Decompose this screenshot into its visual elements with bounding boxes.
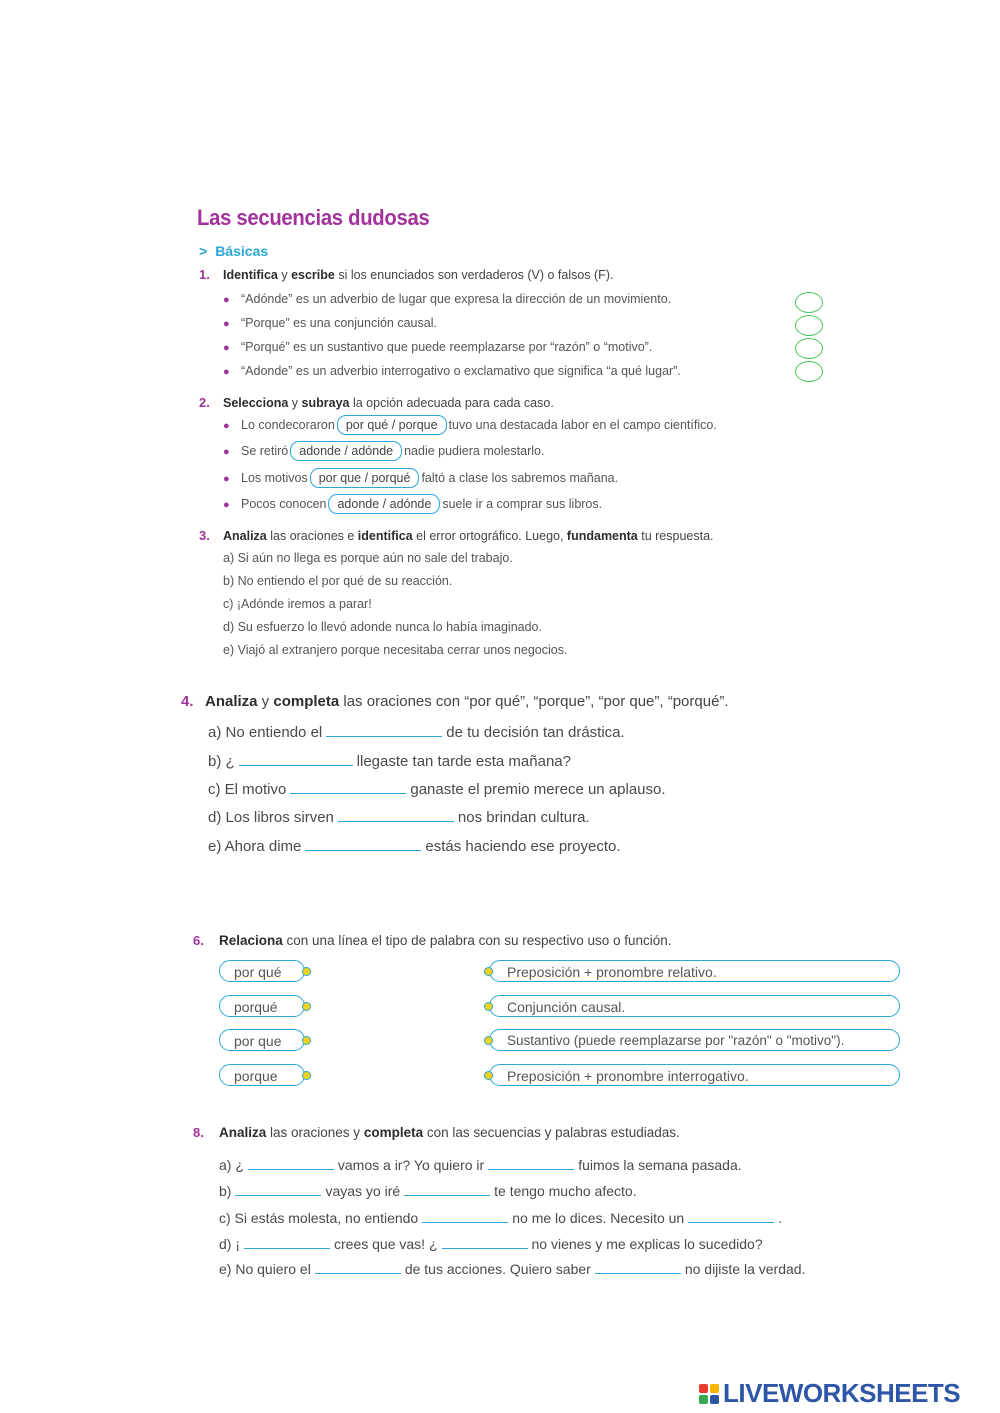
instruction-text: las oraciones con “por qué”, “porque”, “por que”, “porqué”.	[339, 693, 729, 710]
sentence-text: .	[778, 1210, 783, 1226]
question-4-instruction	[181, 693, 729, 710]
instruction-text: tu respuesta.	[637, 529, 714, 543]
sentence-text: ganaste el premio merece un aplauso.	[410, 781, 666, 798]
sentence-text: Pocos conocen	[241, 497, 327, 511]
answer-field[interactable]	[795, 338, 823, 359]
keyword: Selecciona	[223, 396, 289, 410]
sentence-text: de tu decisión tan drástica.	[446, 724, 625, 741]
keyword: fundamenta	[566, 529, 638, 543]
list-item: c) ¡Adónde iremos a parar!	[223, 597, 372, 611]
question-1-instruction	[199, 267, 613, 282]
instruction-text: el error ortográfico. Luego,	[412, 529, 567, 543]
list-item	[223, 441, 544, 461]
keyword: Analiza	[205, 693, 258, 710]
blank-field[interactable]	[290, 779, 406, 794]
bullet-icon: ●	[223, 446, 230, 458]
blank-field[interactable]	[248, 1155, 334, 1170]
match-left-item[interactable]	[219, 1029, 305, 1051]
connector-dot[interactable]	[484, 1071, 493, 1080]
sentence-text: de tus acciones. Quiero saber	[404, 1261, 591, 1277]
list-item	[208, 836, 621, 855]
keyword: Identifica	[223, 268, 278, 282]
option-choice[interactable]: adonde / adónde	[290, 441, 402, 461]
list-item: a) Si aún no llega es porque aún no sale del trabajo.	[223, 551, 513, 565]
sentence-text: Se retiró	[241, 444, 289, 458]
sentence-text: nos brindan cultura.	[457, 809, 590, 826]
question-number: 8.	[193, 1125, 204, 1140]
list-item	[223, 494, 602, 514]
match-label: Preposición + pronombre relativo.	[507, 964, 717, 980]
question-number: 4.	[181, 693, 194, 710]
connector-dot[interactable]	[484, 1002, 493, 1011]
sentence-text: Lo condecoraron	[241, 418, 335, 432]
match-label: Sustantivo (puede reemplazarse por "razón" o "motivo").	[507, 1033, 845, 1048]
instruction-text: la opción adecuada para cada caso.	[349, 396, 554, 410]
keyword: identifica	[357, 529, 413, 543]
option-choice[interactable]: adonde / adónde	[328, 494, 440, 514]
list-item	[223, 468, 618, 488]
bullet-icon: ●	[223, 499, 230, 511]
keyword: Analiza	[219, 1125, 267, 1140]
list-item	[219, 1208, 782, 1226]
liveworksheets-logo[interactable]	[699, 1378, 960, 1409]
sentence-text: c) El motivo	[208, 781, 287, 798]
statement-text: “Porque” es una conjunción causal.	[241, 316, 437, 330]
answer-field[interactable]	[795, 292, 823, 313]
instruction-text: las oraciones e	[266, 529, 358, 543]
instruction-text: y	[288, 396, 302, 410]
bullet-icon: ●	[223, 294, 230, 306]
list-item	[208, 807, 590, 826]
match-left-item[interactable]	[219, 1064, 305, 1086]
sentence-text: b) ¿	[208, 753, 235, 770]
blank-field[interactable]	[442, 1234, 528, 1249]
list-item	[223, 340, 652, 354]
list-item	[223, 415, 717, 435]
match-right-item[interactable]	[489, 1029, 900, 1051]
match-left-item[interactable]	[219, 960, 305, 982]
page-title: Las secuencias dudosas	[197, 205, 430, 230]
answer-field[interactable]	[795, 361, 823, 382]
sentence-text: vamos a ir? Yo quiero ir	[337, 1157, 485, 1173]
match-label: Conjunción causal.	[507, 999, 626, 1015]
bullet-icon: ●	[223, 473, 230, 485]
keyword: completa	[273, 693, 340, 710]
sentence-text: c) Si estás molesta, no entiendo	[219, 1210, 419, 1226]
blank-field[interactable]	[338, 807, 454, 822]
sentence-text: a) ¿	[219, 1157, 244, 1173]
blank-field[interactable]	[305, 836, 421, 851]
blank-field[interactable]	[488, 1155, 574, 1170]
blank-field[interactable]	[688, 1208, 774, 1223]
instruction-text: con las secuencias y palabras estudiadas.	[423, 1125, 680, 1140]
blank-field[interactable]	[404, 1181, 490, 1196]
keyword: subraya	[301, 396, 350, 410]
bullet-icon: ●	[223, 366, 230, 378]
instruction-text: con una línea el tipo de palabra con su respectivo uso o función.	[282, 933, 672, 948]
sentence-text: te tengo mucho afecto.	[494, 1183, 637, 1199]
option-choice[interactable]: por que / porqué	[310, 468, 420, 488]
sentence-text: nadie pudiera molestarlo.	[404, 444, 545, 458]
answer-field[interactable]	[795, 315, 823, 336]
keyword: completa	[363, 1125, 424, 1140]
logo-text: LIVEWORKSHEETS	[723, 1378, 961, 1408]
section-label: Básicas	[215, 243, 269, 259]
logo-square	[710, 1384, 719, 1393]
instruction-text: las oraciones y	[266, 1125, 364, 1140]
logo-square	[699, 1395, 708, 1404]
sentence-text: estás haciendo ese proyecto.	[425, 838, 621, 855]
question-number: 1.	[199, 267, 210, 282]
instruction-text: y	[257, 693, 274, 710]
list-item	[219, 1259, 805, 1277]
list-item	[223, 316, 437, 330]
sentence-text: llegaste tan tarde esta mañana?	[356, 753, 571, 770]
list-item: d) Su esfuerzo lo llevó adonde nunca lo había imaginado.	[223, 620, 542, 634]
logo-icon	[699, 1384, 719, 1404]
match-label: por que	[234, 1033, 282, 1049]
list-item: b) No entiendo el por qué de su reacción.	[223, 574, 453, 588]
logo-square	[710, 1395, 719, 1404]
question-number: 3.	[199, 528, 210, 543]
question-3-instruction	[199, 528, 714, 543]
sentence-text: fuimos la semana pasada.	[578, 1157, 742, 1173]
blank-field[interactable]	[326, 722, 442, 737]
sentence-text: suele ir a comprar sus libros.	[442, 497, 603, 511]
sentence-text: crees que vas! ¿	[334, 1236, 438, 1252]
instruction-text: si los enunciados son verdaderos (V) o falsos (F).	[334, 268, 614, 282]
option-choice[interactable]: por qué / porque	[337, 415, 447, 435]
question-8-instruction	[193, 1125, 680, 1140]
sentence-text: e) Ahora dime	[208, 838, 302, 855]
connector-dot[interactable]	[302, 1071, 311, 1080]
match-label: porque	[234, 1068, 278, 1084]
keyword: Analiza	[223, 529, 267, 543]
sentence-text: faltó a clase los sabremos mañana.	[421, 471, 619, 485]
blank-field[interactable]	[244, 1234, 330, 1249]
sentence-text: no dijiste la verdad.	[684, 1261, 806, 1277]
list-item	[219, 1155, 742, 1173]
list-item	[208, 722, 625, 741]
connector-dot[interactable]	[302, 1036, 311, 1045]
list-item	[223, 364, 681, 378]
sentence-text: Los motivos	[241, 471, 308, 485]
connector-dot[interactable]	[302, 967, 311, 976]
blank-field[interactable]	[595, 1259, 681, 1274]
blank-field[interactable]	[235, 1181, 321, 1196]
sentence-text: no vienes y me explicas lo sucedido?	[531, 1236, 763, 1252]
connector-dot[interactable]	[302, 1002, 311, 1011]
connector-dot[interactable]	[484, 1036, 493, 1045]
sentence-text: b)	[219, 1183, 232, 1199]
sentence-text: d) Los libros sirven	[208, 809, 334, 826]
match-left-item[interactable]	[219, 995, 305, 1017]
match-label: Preposición + pronombre interrogativo.	[507, 1068, 749, 1084]
match-label: porqué	[234, 999, 278, 1015]
question-2-instruction	[199, 395, 554, 410]
list-item	[219, 1181, 637, 1199]
list-item	[223, 292, 671, 306]
bullet-icon: ●	[223, 342, 230, 354]
blank-field[interactable]	[239, 751, 353, 766]
question-number: 2.	[199, 395, 210, 410]
match-label: por qué	[234, 964, 282, 980]
connector-dot[interactable]	[484, 967, 493, 976]
keyword: Relaciona	[219, 933, 283, 948]
list-item: e) Viajó al extranjero porque necesitaba cerrar unos negocios.	[223, 643, 568, 657]
question-number: 6.	[193, 933, 204, 948]
statement-text: “Adonde” es un adverbio interrogativo o exclamativo que significa “a qué lugar”.	[241, 364, 681, 378]
list-item	[208, 751, 571, 770]
statement-text: “Porqué” es un sustantivo que puede reemplazarse por “razón” o “motivo”.	[241, 340, 653, 354]
statement-text: “Adónde” es un adverbio de lugar que expresa la dirección de un movimiento.	[241, 292, 672, 306]
blank-field[interactable]	[422, 1208, 508, 1223]
bullet-icon: ●	[223, 318, 230, 330]
list-item	[219, 1234, 763, 1252]
list-item	[208, 779, 666, 798]
match-right-item[interactable]	[489, 960, 900, 982]
sentence-text: tuvo una destacada labor en el campo científico.	[448, 418, 717, 432]
sentence-text: no me lo dices. Necesito un	[512, 1210, 685, 1226]
section-heading	[199, 243, 268, 261]
sentence-text: vayas yo iré	[325, 1183, 401, 1199]
match-right-item[interactable]	[489, 995, 900, 1017]
logo-square	[699, 1384, 708, 1393]
sentence-text: e) No quiero el	[219, 1261, 311, 1277]
chevron-right-icon: >	[199, 243, 208, 259]
bullet-icon: ●	[223, 420, 230, 432]
keyword: escribe	[291, 268, 335, 282]
instruction-text: y	[277, 268, 292, 282]
match-right-item[interactable]	[489, 1064, 900, 1086]
sentence-text: d) ¡	[219, 1236, 240, 1252]
sentence-text: a) No entiendo el	[208, 724, 323, 741]
blank-field[interactable]	[315, 1259, 401, 1274]
question-6-instruction	[193, 933, 672, 948]
